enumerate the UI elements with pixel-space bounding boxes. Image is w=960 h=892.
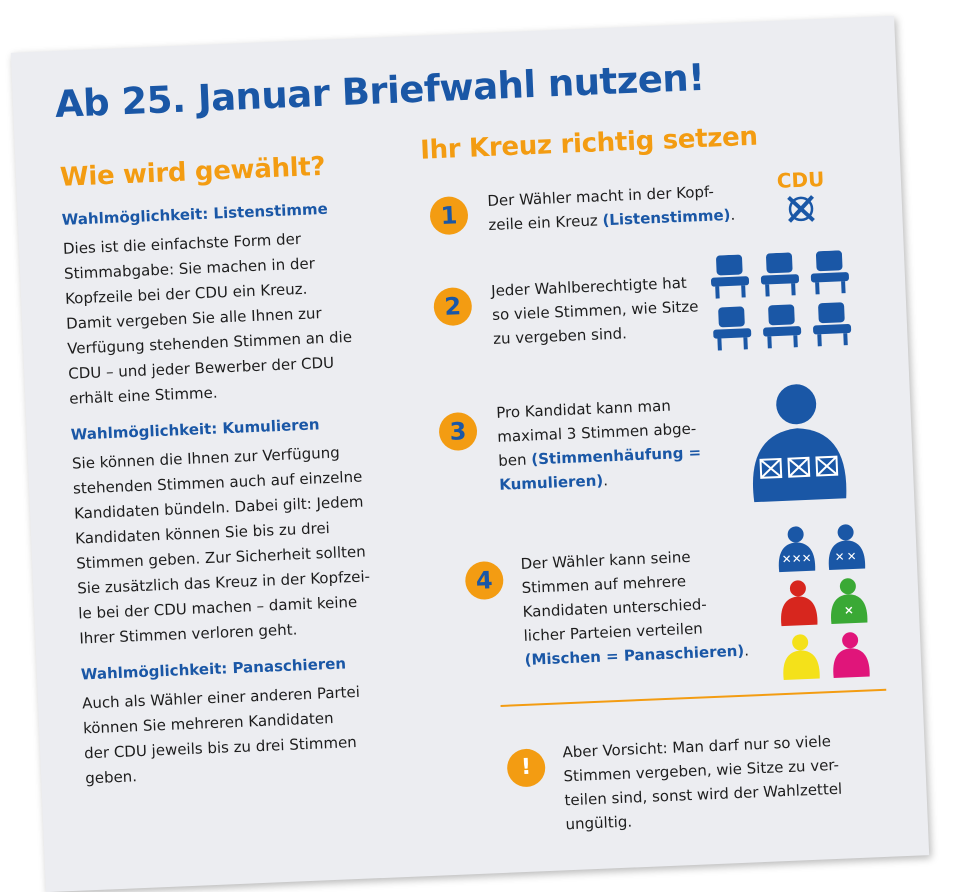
section-listenstimme	[61, 197, 399, 412]
step-4-text	[520, 542, 765, 672]
step-1-text-end: .	[730, 205, 736, 224]
section-divider	[501, 689, 887, 707]
seats-icon-group	[710, 249, 864, 359]
step-3-number-badge: 3	[438, 412, 478, 452]
step-3-highlight: (Stimmenhäufung = Kumulieren)	[498, 443, 702, 494]
candidate-with-three-votes-icon	[735, 380, 860, 509]
mixed-candidates-icon-group	[773, 522, 880, 690]
subheading-listenstimme: Wahlmöglichkeit: Listenstimme	[61, 199, 329, 229]
step-3-text	[496, 391, 730, 497]
step-1-highlight: (Listenstimme)	[602, 205, 731, 230]
section-kumulieren	[70, 412, 409, 652]
subheading-kumulieren: Wahlmöglichkeit: Kumulieren	[70, 415, 320, 444]
text-panaschieren: Auch als Wähler einer anderen Partei können Sie mehreren Kandidaten der CDU jeweils bis zu drei Stimmen geben.	[81, 682, 361, 788]
step-2-text-main: Jeder Wahlberechtigte hat so viele Stimmen, wie Sitze zu vergeben sind.	[490, 273, 699, 348]
page-title: Ab 25. Januar Briefwahl nutzen!	[54, 55, 706, 127]
step-1-text	[487, 177, 769, 237]
step-4-text-main: Der Wähler kann seine Stimmen auf mehrere Kandidaten unterschied- licher Parteien verteilen	[520, 547, 708, 645]
step-1-text-main: Der Wähler macht in der Kopf- zeile ein Kreuz	[487, 182, 715, 235]
ballot-cross-icon	[783, 193, 818, 228]
text-kumulieren: Sie können die Ihnen zur Verfügung stehenden Stimmen auch auf einzelne Kandidaten bündeln. Dabei gilt: Jedem Kandidaten können Sie bis zu drei Stimmen geben. Zur Sicherheit sollten Sie zusätzlich das Kreuz in der Kopfzei- le bei der CDU machen – damit keine Ihrer Stimmen verloren geht.	[71, 443, 371, 648]
right-heading: Ihr Kreuz richtig setzen	[419, 121, 759, 166]
warning-icon: !	[506, 748, 546, 788]
step-3-text-main: Pro Kandidat kann man maximal 3 Stimmen abge- ben	[495, 396, 697, 470]
section-panaschieren	[81, 652, 416, 792]
text-listenstimme: Dies ist die einfachste Form der Stimmabgabe: Sie machen in der Kopfzeile bei der CDU ein Kreuz. Damit vergeben Sie alle Ihnen zur Verfügung stehenden Stimmen an die CDU – und jeder Bewerber der CDU erhält eine Stimme.	[62, 229, 353, 408]
step-1-number-badge: 1	[429, 196, 469, 236]
left-heading: Wie wird gewählt?	[59, 151, 326, 193]
step-4-number-badge: 4	[465, 561, 505, 601]
step-4-text-end: .	[743, 641, 750, 660]
step-2-text	[491, 270, 714, 351]
left-column	[61, 197, 416, 805]
warning-text: Aber Vorsicht: Man darf nur so viele Stimmen vergeben, wie Sitze zu ver- teilen sind, sonst wird der Wahlzettel ungültig.	[562, 732, 843, 834]
cdu-label: CDU	[776, 166, 825, 193]
step-2-number-badge: 2	[433, 287, 473, 327]
flyer-sheet	[11, 16, 929, 892]
step-4-highlight: (Mischen = Panaschieren)	[524, 641, 745, 669]
subheading-panaschieren: Wahlmöglichkeit: Panaschieren	[80, 654, 347, 684]
step-3-text-end: .	[602, 471, 609, 490]
